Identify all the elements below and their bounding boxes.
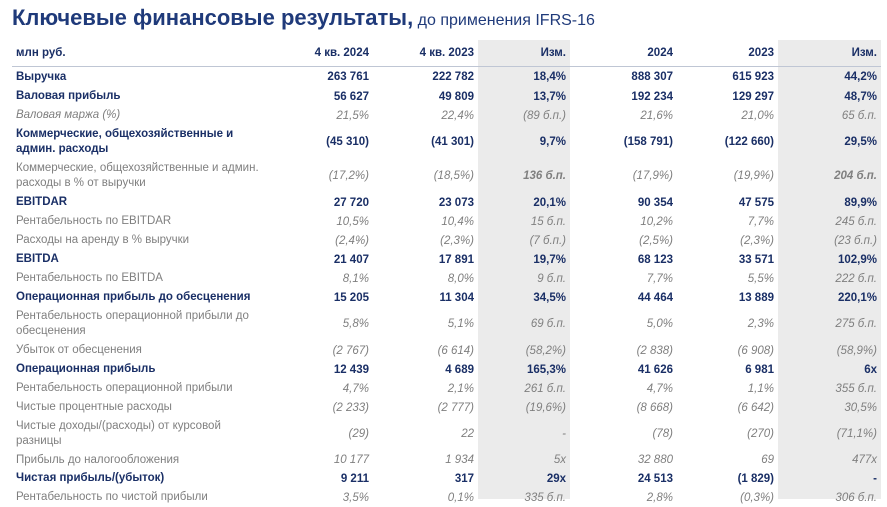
cell-change-quarter: 5x <box>553 454 566 466</box>
table-row <box>12 269 881 288</box>
cell-change-quarter: 13,7% <box>533 90 566 103</box>
cell-change-year: (58,9%) <box>836 344 877 357</box>
cell-2024: (17,9%) <box>632 170 673 182</box>
cell-2024: 4,7% <box>646 382 673 395</box>
cell-2024: 41 626 <box>637 363 673 376</box>
cell-change-year: 204 б.п. <box>834 170 877 182</box>
cell-q4-2023: (6 614) <box>437 344 474 357</box>
cell-q4-2024: 9 211 <box>340 472 369 485</box>
cell-change-quarter: 335 б.п. <box>524 491 566 504</box>
cell-q4-2024: 27 720 <box>333 196 369 209</box>
cell-2023: (0,3%) <box>740 491 774 504</box>
row-label: Операционная прибыль <box>16 363 156 375</box>
cell-change-year: 220,1% <box>837 291 877 304</box>
cell-change-year: 245 б.п. <box>835 215 877 228</box>
row-label: Валовая маржа (%) <box>16 109 121 121</box>
cell-change-year: 48,7% <box>844 90 877 103</box>
table-row <box>12 159 881 193</box>
cell-change-quarter: (58,2%) <box>525 344 566 357</box>
table-row <box>12 379 881 398</box>
row-label: Прибыль до налогообложения <box>16 453 180 466</box>
cell-2024: (8 668) <box>636 401 673 414</box>
cell-2023: 615 923 <box>732 71 774 83</box>
cell-change-year: (71,1%) <box>836 428 877 440</box>
table-row <box>12 398 881 417</box>
cell-2023: (2,3%) <box>740 234 774 247</box>
cell-change-year: 355 б.п. <box>835 382 877 395</box>
cell-change-quarter: (19,6%) <box>525 401 566 414</box>
cell-2023: (122 660) <box>724 136 774 148</box>
cell-q4-2024: (2,4%) <box>335 234 369 247</box>
cell-2024: (2,5%) <box>639 234 673 247</box>
cell-2024: 888 307 <box>631 71 673 83</box>
cell-change-year: (23 б.п.) <box>834 234 877 247</box>
cell-q4-2024: 8,1% <box>342 272 369 285</box>
header-change-quarter: Изм. <box>478 40 570 67</box>
table-row <box>12 469 881 488</box>
cell-change-year: 222 б.п. <box>835 272 877 285</box>
cell-2024: 32 880 <box>637 454 673 466</box>
cell-change-quarter: 34,5% <box>533 291 566 304</box>
row-label: Рентабельность по EBITDA <box>16 272 163 284</box>
table-row <box>12 87 881 106</box>
cell-change-quarter: 15 б.п. <box>530 215 566 228</box>
cell-q4-2024: 10,5% <box>336 215 369 228</box>
cell-2023: (6 908) <box>737 344 774 357</box>
cell-change-year: 29,5% <box>844 136 877 148</box>
row-label: Рентабельность по EBITDAR <box>16 215 172 227</box>
cell-2023: (1 829) <box>737 472 774 485</box>
cell-2024: 68 123 <box>637 253 673 266</box>
cell-q4-2023: 222 782 <box>432 71 474 83</box>
cell-q4-2023: (2,3%) <box>440 234 474 247</box>
table-row <box>12 106 881 125</box>
row-label: Рентабельность операционной прибыли до обесценения <box>16 310 249 337</box>
row-label: Рентабельность операционной прибыли <box>16 382 233 394</box>
cell-2023: (6 642) <box>737 401 774 414</box>
cell-2023: 33 571 <box>738 253 774 266</box>
row-label: EBITDAR <box>16 196 68 208</box>
row-label: Чистая прибыль/(убыток) <box>16 472 165 484</box>
cell-change-quarter: (89 б.п.) <box>523 109 566 122</box>
cell-2023: 69 <box>761 454 774 466</box>
cell-change-year: - <box>873 472 877 485</box>
table-row <box>12 307 881 341</box>
cell-change-year: 275 б.п. <box>835 318 877 330</box>
cell-q4-2024: 10 177 <box>333 454 369 466</box>
cell-q4-2023: (18,5%) <box>433 170 474 182</box>
table-row <box>12 451 881 469</box>
cell-2024: 2,8% <box>646 491 673 504</box>
cell-2024: (158 791) <box>623 136 673 148</box>
cell-2024: 7,7% <box>646 272 673 285</box>
cell-q4-2023: 23 073 <box>438 196 474 209</box>
cell-change-year: 477x <box>852 454 877 466</box>
cell-2023: 7,7% <box>747 215 774 228</box>
cell-q4-2024: (2 233) <box>332 401 369 414</box>
cell-2024: 44 464 <box>637 291 673 304</box>
cell-change-year: 89,9% <box>844 196 877 209</box>
header-change-year: Изм. <box>778 40 881 67</box>
cell-2023: 6 981 <box>745 363 774 376</box>
row-label: Рентабельность по чистой прибыли <box>16 491 208 503</box>
cell-2023: 5,5% <box>747 272 774 285</box>
cell-change-year: 30,5% <box>844 401 877 414</box>
cell-2024: 90 354 <box>637 196 673 209</box>
table-row <box>12 250 881 269</box>
cell-2024: 10,2% <box>640 215 673 228</box>
cell-q4-2023: 2,1% <box>447 382 474 395</box>
table-row <box>12 341 881 360</box>
cell-q4-2024: 3,5% <box>342 491 369 504</box>
cell-q4-2023: 49 809 <box>438 90 474 103</box>
cell-q4-2024: 56 627 <box>333 90 369 103</box>
table-row <box>12 360 881 379</box>
cell-q4-2023: 22 <box>461 428 474 440</box>
cell-q4-2024: (29) <box>348 428 369 440</box>
cell-change-year: 6x <box>864 363 877 376</box>
cell-change-quarter: 20,1% <box>533 196 566 209</box>
cell-2023: 13 889 <box>738 291 774 304</box>
cell-q4-2024: 12 439 <box>333 363 369 376</box>
cell-q4-2023: 11 304 <box>439 291 474 304</box>
cell-q4-2024: 263 761 <box>327 71 369 83</box>
row-label: Операционная прибыль до обесценения <box>16 291 251 303</box>
table-row <box>12 417 881 451</box>
cell-2024: (78) <box>652 428 673 440</box>
cell-q4-2024: (2 767) <box>332 344 369 357</box>
cell-2024: 5,0% <box>646 318 673 330</box>
table-row <box>12 488 881 507</box>
table-row <box>12 125 881 159</box>
row-label: Расходы на аренду в % выручки <box>16 234 190 246</box>
cell-change-quarter: 9,7% <box>539 136 566 148</box>
table-row <box>12 231 881 250</box>
title-subtitle: до применения IFRS-16 <box>413 12 595 29</box>
header-q4-2023: 4 кв. 2023 <box>373 40 478 67</box>
cell-change-year: 44,2% <box>844 71 877 83</box>
cell-2023: (19,9%) <box>733 170 774 182</box>
header-2023: 2023 <box>677 40 778 67</box>
cell-2023: 47 575 <box>738 196 774 209</box>
row-label: Чистые доходы/(расходы) от курсовой разницы <box>16 420 221 447</box>
cell-q4-2024: (17,2%) <box>328 170 369 182</box>
cell-change-year: 102,9% <box>837 253 877 266</box>
row-label: Валовая прибыль <box>16 90 121 102</box>
cell-q4-2024: 5,8% <box>342 318 369 330</box>
cell-q4-2023: 317 <box>454 472 474 485</box>
cell-2023: (270) <box>747 428 774 440</box>
cell-q4-2023: 22,4% <box>441 109 474 122</box>
header-q4-2024: 4 кв. 2024 <box>266 40 373 67</box>
cell-q4-2024: (45 310) <box>326 136 369 148</box>
cell-2024: 21,6% <box>640 109 673 122</box>
row-label: EBITDA <box>16 253 59 265</box>
cell-change-quarter: 29x <box>546 472 566 485</box>
cell-2023: 21,0% <box>741 109 774 122</box>
row-label: Чистые процентные расходы <box>16 401 172 413</box>
cell-q4-2024: 15 205 <box>333 291 369 304</box>
cell-q4-2024: 4,7% <box>342 382 369 395</box>
cell-2023: 1,1% <box>747 382 774 395</box>
table-header-row <box>12 40 881 67</box>
cell-change-quarter: 165,3% <box>526 363 566 376</box>
cell-q4-2023: 8,0% <box>447 272 474 285</box>
title-main: Ключевые финансовые результаты, <box>12 5 414 30</box>
cell-q4-2023: 10,4% <box>441 215 474 228</box>
cell-2023: 129 297 <box>732 90 774 103</box>
cell-change-quarter: 261 б.п. <box>524 382 566 395</box>
cell-2023: 2,3% <box>747 318 774 330</box>
cell-q4-2023: (41 301) <box>431 136 474 148</box>
cell-q4-2024: 21 407 <box>333 253 369 266</box>
page-title <box>12 5 595 31</box>
row-label: Коммерческие, общехозяйственные и админ. расходы в % от выручки <box>16 162 259 189</box>
cell-q4-2023: 5,1% <box>447 318 474 330</box>
cell-2024: (2 838) <box>636 344 673 357</box>
header-unit: млн руб. <box>12 40 266 67</box>
cell-change-quarter: 18,4% <box>533 71 566 83</box>
table-row <box>12 288 881 307</box>
cell-q4-2024: 21,5% <box>336 109 369 122</box>
header-2024: 2024 <box>570 40 677 67</box>
row-label: Убыток от обесценения <box>16 344 142 356</box>
cell-q4-2023: 17 891 <box>438 253 474 266</box>
table-row <box>12 212 881 231</box>
cell-change-year: 65 б.п. <box>841 109 877 122</box>
cell-change-quarter: (7 б.п.) <box>529 234 566 247</box>
cell-change-quarter: - <box>562 428 566 440</box>
cell-q4-2023: 0,1% <box>447 491 474 504</box>
cell-2024: 24 513 <box>637 472 673 485</box>
cell-change-quarter: 19,7% <box>533 253 566 266</box>
cell-q4-2023: (2 777) <box>437 401 474 414</box>
cell-2024: 192 234 <box>631 90 673 103</box>
cell-change-quarter: 69 б.п. <box>530 318 566 330</box>
row-label: Коммерческие, общехозяйственные и админ. расходы <box>16 128 234 155</box>
cell-change-quarter: 136 б.п. <box>523 170 566 182</box>
table-row <box>12 193 881 212</box>
cell-q4-2023: 4 689 <box>445 363 474 376</box>
cell-change-quarter: 9 б.п. <box>537 272 566 285</box>
cell-change-year: 306 б.п. <box>835 491 877 504</box>
cell-q4-2023: 1 934 <box>445 454 474 466</box>
row-label: Выручка <box>16 70 67 83</box>
financial-results-table <box>12 40 881 507</box>
table-row <box>12 67 881 88</box>
